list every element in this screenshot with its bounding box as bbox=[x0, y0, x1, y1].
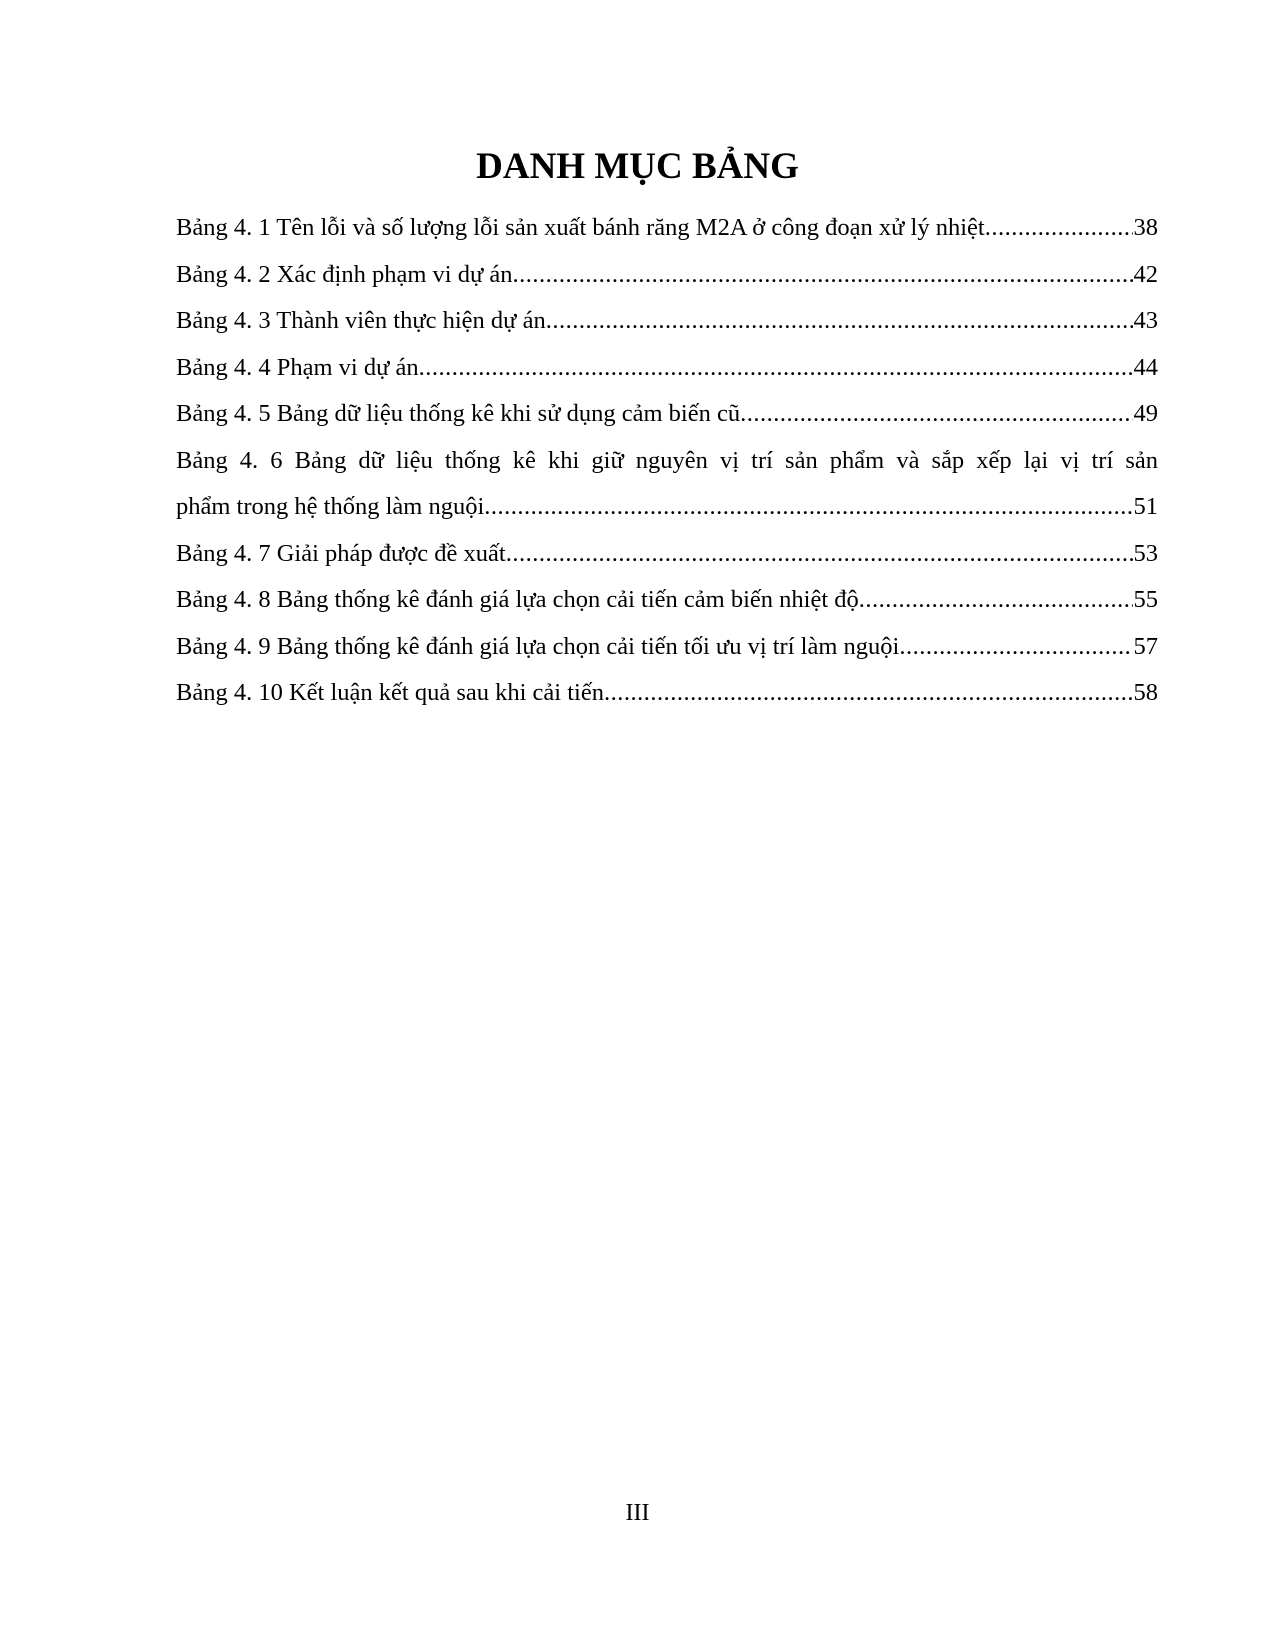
toc-entry-page: 44 bbox=[1133, 353, 1158, 381]
dot-leader bbox=[859, 577, 1133, 624]
toc-entry[interactable] bbox=[176, 438, 1158, 531]
toc-entry-page: 38 bbox=[1133, 214, 1158, 241]
toc-entry-label: Bảng 4. 1 Tên lỗi và số lượng lỗi sản xuất bánh răng M2A ở công đoạn xử lý nhiệt bbox=[176, 214, 985, 241]
toc-entry[interactable] bbox=[176, 391, 1158, 438]
toc-entry-page: 49 bbox=[1133, 400, 1158, 427]
toc-entry[interactable] bbox=[176, 205, 1158, 252]
toc-entry[interactable] bbox=[176, 624, 1158, 671]
toc-entry-label: Bảng 4. 3 Thành viên thực hiện dự án bbox=[176, 307, 546, 334]
toc-entry[interactable] bbox=[176, 670, 1158, 717]
page-number: III bbox=[625, 1500, 650, 1526]
toc-entry-page: 58 bbox=[1133, 679, 1158, 706]
toc-entry[interactable] bbox=[176, 577, 1158, 624]
toc-entry-label: Bảng 4. 8 Bảng thống kê đánh giá lựa chọn cải tiến cảm biến nhiệt độ bbox=[176, 586, 859, 613]
dot-leader bbox=[604, 670, 1133, 717]
toc-entry-page: 57 bbox=[1133, 632, 1158, 660]
toc-entry-page: 43 bbox=[1133, 307, 1158, 334]
toc-entry[interactable] bbox=[176, 298, 1158, 345]
toc-entry[interactable] bbox=[176, 252, 1158, 299]
table-list bbox=[176, 205, 1158, 717]
dot-leader bbox=[546, 298, 1133, 345]
page-title: DANH MỤC BẢNG bbox=[476, 146, 799, 187]
toc-entry-label: Bảng 4. 2 Xác định phạm vi dự án bbox=[176, 260, 513, 288]
toc-entry-label: Bảng 4. 5 Bảng dữ liệu thống kê khi sử dụng cảm biến cũ bbox=[176, 400, 741, 427]
toc-entry-label: Bảng 4. 4 Phạm vi dự án bbox=[176, 353, 419, 381]
toc-entry-page: 51 bbox=[1133, 493, 1158, 520]
dot-leader bbox=[985, 205, 1133, 252]
dot-leader bbox=[899, 624, 1132, 671]
toc-entry-label-line1: Bảng 4. 6 Bảng dữ liệu thống kê khi giữ nguyên vị trí sản phẩm và sắp xếp lại vị trí sản bbox=[176, 446, 1158, 474]
dot-leader bbox=[506, 531, 1133, 578]
dot-leader bbox=[740, 391, 1132, 438]
toc-entry-label: Bảng 4. 9 Bảng thống kê đánh giá lựa chọn cải tiến tối ưu vị trí làm nguội bbox=[176, 632, 900, 660]
toc-entry[interactable] bbox=[176, 531, 1158, 578]
toc-entry[interactable] bbox=[176, 345, 1158, 392]
toc-entry-label: Bảng 4. 10 Kết luận kết quả sau khi cải tiến bbox=[176, 679, 604, 706]
dot-leader bbox=[419, 345, 1133, 392]
toc-entry-page: 55 bbox=[1133, 586, 1158, 613]
dot-leader bbox=[484, 484, 1132, 531]
toc-entry-page: 42 bbox=[1133, 260, 1158, 288]
toc-entry-label: Bảng 4. 7 Giải pháp được đề xuất bbox=[176, 539, 506, 567]
toc-entry-label-line2: phẩm trong hệ thống làm nguội bbox=[176, 493, 485, 520]
dot-leader bbox=[512, 252, 1132, 299]
toc-entry-page: 53 bbox=[1133, 539, 1158, 567]
